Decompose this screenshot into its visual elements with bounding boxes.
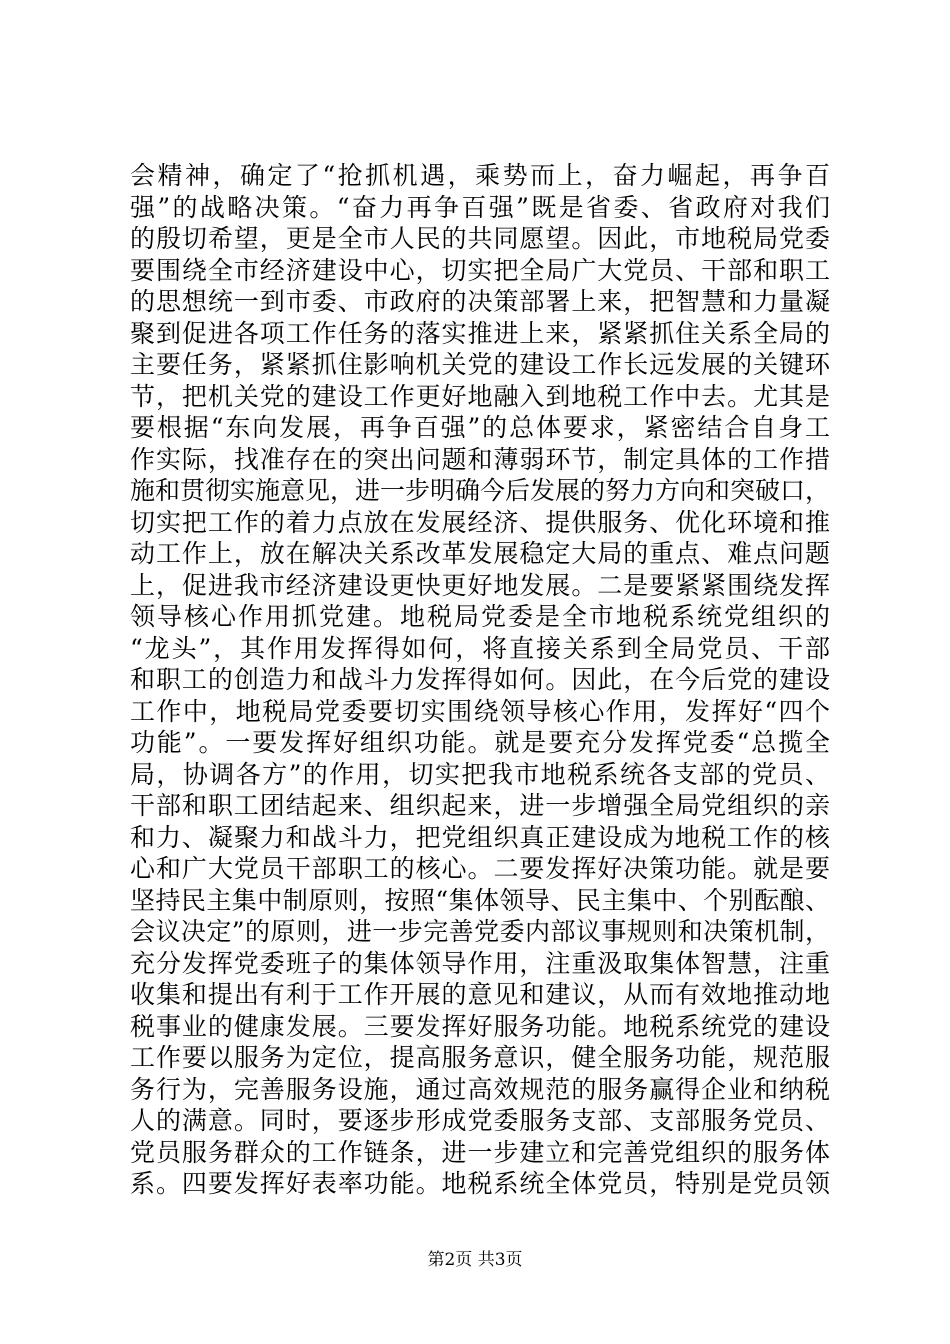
text-line: 收集和提出有利于工作开展的意见和建议，从而有效地推动地 [130,980,830,1009]
text-line: 要围绕全市经济建设中心，切实把全局广大党员、干部和职工 [130,255,830,285]
text-line: 功能”。一要发挥好组织功能。就是要充分发挥党委“总揽全 [130,728,830,757]
text-line: 上，促进我市经济建设更快更好地发展。二是要紧紧围绕发挥 [130,570,830,600]
text-line: “龙头”，其作用发挥得如何，将直接关系到全局党员、干部 [130,633,830,663]
text-line: 税事业的健康发展。三要发挥好服务功能。地税系统党的建设 [130,1011,830,1041]
text-line: 聚到促进各项工作任务的落实推进上来，紧紧抓住关系全局的 [130,318,830,348]
text-line: 的思想统一到市委、市政府的决策部署上来，把智慧和力量凝 [130,287,830,316]
text-line: 党员服务群众的工作链条，进一步建立和完善党组织的服务体 [130,1137,830,1167]
text-line: 和职工的创造力和战斗力发挥得如何。因此，在今后党的建设 [130,665,830,694]
text-line: 局，协调各方”的作用，切实把我市地税系统各支部的党员、 [130,759,830,789]
text-line: 切实把工作的着力点放在发展经济、提供服务、优化环境和推 [130,507,830,537]
text-line: 节，把机关党的建设工作更好地融入到地税工作中去。尤其是 [130,381,830,411]
text-line: 施和贯彻实施意见，进一步明确今后发展的努力方向和突破口， [130,476,831,505]
text-line: 干部和职工团结起来、组织起来，进一步增强全局党组织的亲 [130,791,830,820]
text-line: 工作要以服务为定位，提高服务意识，健全服务功能，规范服 [130,1043,830,1072]
text-line: 和力、凝聚力和战斗力，把党组织真正建设成为地税工作的核 [130,822,830,852]
text-line: 坚持民主集中制原则，按照“集体领导、民主集中、个别酝酿、 [130,885,830,915]
text-line: 作实际，找准存在的突出问题和薄弱环节，制定具体的工作措 [130,444,830,474]
text-line: 会精神，确定了“抢抓机遇，乘势而上，奋力崛起，再争百 [130,161,830,190]
text-line: 强”的战略决策。“奋力再争百强”既是省委、省政府对我们 [130,192,830,222]
page-number-footer: 第2页 共3页 [427,1250,523,1270]
text-line: 系。四要发挥好表率功能。地税系统全体党员，特别是党员领 [130,1169,830,1198]
text-line: 工作中，地税局党委要切实围绕领导核心作用，发挥好“四个 [130,696,830,726]
text-line: 心和广大党员干部职工的核心。二要发挥好决策功能。就是要 [130,854,830,883]
text-line: 动工作上，放在解决关系改革发展稳定大局的重点、难点问题 [130,539,830,568]
text-line: 领导核心作用抓党建。地税局党委是全市地税系统党组织的 [130,602,830,631]
text-line: 要根据“东向发展，再争百强”的总体要求，紧密结合自身工 [130,413,830,442]
text-line: 人的满意。同时，要逐步形成党委服务支部、支部服务党员、 [130,1106,830,1135]
text-line: 会议决定”的原则，进一步完善党委内部议事规则和决策机制， [130,917,830,946]
text-line: 务行为，完善服务设施，通过高效规范的服务赢得企业和纳税 [130,1074,830,1104]
body-text [130,160,830,1200]
text-line: 主要任务，紧紧抓住影响机关党的建设工作长远发展的关键环 [130,350,830,379]
text-line: 的殷切希望，更是全市人民的共同愿望。因此，市地税局党委 [130,224,830,253]
text-line: 充分发挥党委班子的集体领导作用，注重汲取集体智慧，注重 [130,948,830,978]
